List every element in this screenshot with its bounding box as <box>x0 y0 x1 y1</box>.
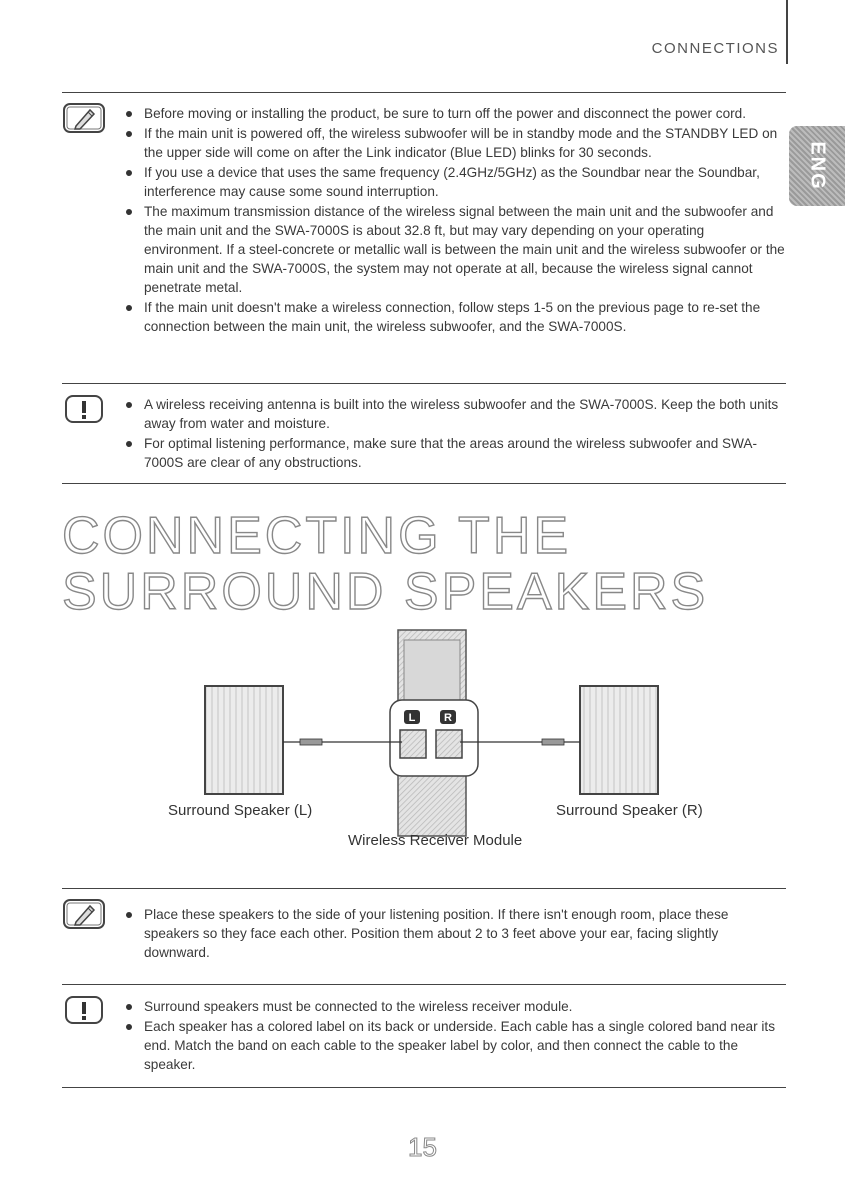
list-item: Surround speakers must be connected to the wireless receiver module. <box>126 997 786 1016</box>
list-item: Place these speakers to the side of your listening position. If there isn't enough room, place these speakers so they face each other. Position them about 2 to 3 feet above your ear, facing slightly downward. <box>126 905 786 962</box>
list-item: If the main unit doesn't make a wireless connection, follow steps 1-5 on the previous page to re-set the connection between the main unit, the wireless subwoofer, and the SWA-7000S. <box>126 298 786 336</box>
note-icon <box>62 102 106 134</box>
jack-label-r: R <box>444 712 452 724</box>
page-header-title: CONNECTIONS <box>651 40 779 57</box>
jack-label-l: L <box>408 712 416 724</box>
list-item: The maximum transmission distance of the wireless signal between the main unit and the subwoofer and the main unit and the SWA-7000S is about 32.8 ft, but may vary depending on your operating environment. If a steel-concrete or metallic wall is between the main unit and the wireless subwoofer or the main unit and the SWA-7000S, the system may not operate at all, because the wireless signal cannot penetrate metal. <box>126 202 786 297</box>
right-speaker-graphic <box>580 686 658 794</box>
page-number: 15 <box>408 1132 437 1162</box>
note-icon <box>62 898 106 930</box>
list-item: Each speaker has a colored label on its back or underside. Each cable has a single colored band near its end. Match the band on each cable to the speaker label by color, and then connect the cable to the speaker. <box>126 1017 786 1074</box>
caution-icon <box>62 393 106 425</box>
speaker-connection-diagram <box>150 626 710 866</box>
language-tab <box>789 126 845 206</box>
divider <box>62 1087 786 1088</box>
list-item: For optimal listening performance, make sure that the areas around the wireless subwoofer and SWA-7000S are clear of any obstructions. <box>126 434 786 472</box>
list-item: If the main unit is powered off, the wireless subwoofer will be in standby mode and the STANDBY LED on the upper side will come on after the Link indicator (Blue LED) blinks for 30 seconds. <box>126 124 786 162</box>
cautions-block-bottom <box>62 984 786 1088</box>
divider <box>62 483 786 484</box>
list-item: A wireless receiving antenna is built into the wireless subwoofer and the SWA-7000S. Keep the both units away from water and moisture. <box>126 395 786 433</box>
right-cable-plug <box>542 739 564 745</box>
language-tab-label: ENG <box>806 141 829 191</box>
diagram-graphic <box>150 626 710 866</box>
header-divider <box>786 0 788 64</box>
jack-left <box>400 730 426 758</box>
caution-icon <box>62 994 106 1026</box>
cautions-block-top <box>62 383 786 484</box>
jack-right <box>436 730 462 758</box>
right-speaker-caption: Surround Speaker (R) <box>556 802 703 819</box>
left-speaker-caption: Surround Speaker (L) <box>168 802 313 819</box>
section-title: CONNECTING THE SURROUND SPEAKERS <box>62 507 709 621</box>
left-speaker-graphic <box>205 686 283 794</box>
list-item: If you use a device that uses the same frequency (2.4GHz/5GHz) as the Soundbar near the Soundbar, interference may cause some sound interruption. <box>126 163 786 201</box>
notes-block-top <box>62 92 786 351</box>
list-item: Before moving or installing the product, be sure to turn off the power and disconnect the power cord. <box>126 104 786 123</box>
receiver-caption: Wireless Receiver Module <box>348 832 523 849</box>
left-cable-plug <box>300 739 322 745</box>
notes-block-bottom <box>62 888 786 963</box>
